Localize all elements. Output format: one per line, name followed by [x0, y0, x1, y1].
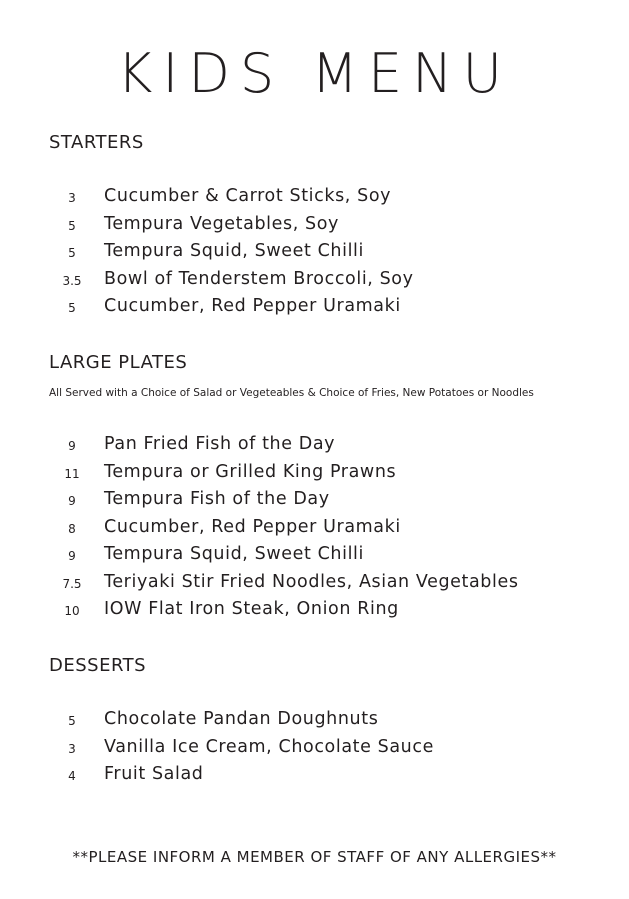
menu-item	[0, 572, 629, 599]
item-name: Chocolate Pandan Doughnuts	[104, 709, 379, 729]
item-price: 5	[68, 301, 76, 315]
item-price: 11	[64, 466, 80, 481]
item-name: Fruit Salad	[104, 764, 204, 784]
item-price: 9	[68, 439, 76, 453]
item-name: Tempura Vegetables, Soy	[104, 213, 340, 234]
menu-item	[0, 269, 629, 296]
large-plates-note: All Served with a Choice of Salad or Vegeteables & Choice of Fries, New Potatoes or Noodles	[49, 387, 534, 399]
item-price: 10	[64, 604, 80, 618]
item-name: Tempura Fish of the Day	[104, 489, 330, 509]
item-price: 3.5	[62, 273, 82, 288]
menu-item	[0, 544, 629, 571]
menu-item	[0, 709, 629, 736]
item-name: Cucumber, Red Pepper Uramaki	[104, 516, 401, 537]
item-name: Bowl of Tenderstem Broccoli, Soy	[104, 268, 414, 289]
menu-item	[0, 296, 629, 323]
menu-title: KIDS MENU	[117, 42, 512, 105]
item-price: 9	[68, 549, 76, 563]
section-heading-starters: STARTERS	[49, 132, 144, 153]
item-name: Pan Fried Fish of the Day	[104, 434, 336, 454]
section-heading-large-plates: LARGE PLATES	[49, 352, 188, 373]
item-name: Teriyaki Stir Fried Noodles, Asian Vegetables	[104, 571, 519, 592]
menu-item	[0, 517, 629, 544]
allergy-notice: **PLEASE INFORM A MEMBER OF STAFF OF ANY ALLERGIES**	[72, 848, 557, 866]
item-name: Tempura or Grilled King Prawns	[104, 461, 397, 482]
menu-item	[0, 737, 629, 764]
item-price: 4	[68, 769, 76, 783]
menu-item	[0, 434, 629, 461]
item-price: 8	[68, 521, 76, 536]
item-price: 9	[68, 494, 76, 508]
section-heading-desserts: DESSERTS	[49, 655, 147, 676]
menu-item	[0, 462, 629, 489]
menu-item	[0, 489, 629, 516]
item-name: IOW Flat Iron Steak, Onion Ring	[104, 599, 399, 619]
item-price: 5	[68, 714, 76, 728]
menu-item	[0, 214, 629, 241]
item-name: Cucumber, Red Pepper Uramaki	[104, 296, 401, 316]
menu-item	[0, 186, 629, 213]
item-price: 7.5	[62, 576, 82, 591]
item-name: Vanilla Ice Cream, Chocolate Sauce	[104, 736, 434, 757]
menu-item	[0, 599, 629, 626]
item-price: 3	[68, 191, 76, 205]
item-price: 3	[68, 741, 76, 756]
item-name: Tempura Squid, Sweet Chilli	[104, 544, 364, 564]
menu-item	[0, 241, 629, 268]
item-name: Tempura Squid, Sweet Chilli	[104, 241, 364, 261]
item-name: Cucumber & Carrot Sticks, Soy	[104, 186, 392, 206]
item-price: 5	[68, 218, 76, 233]
item-price: 5	[68, 246, 76, 260]
menu-item	[0, 764, 629, 791]
